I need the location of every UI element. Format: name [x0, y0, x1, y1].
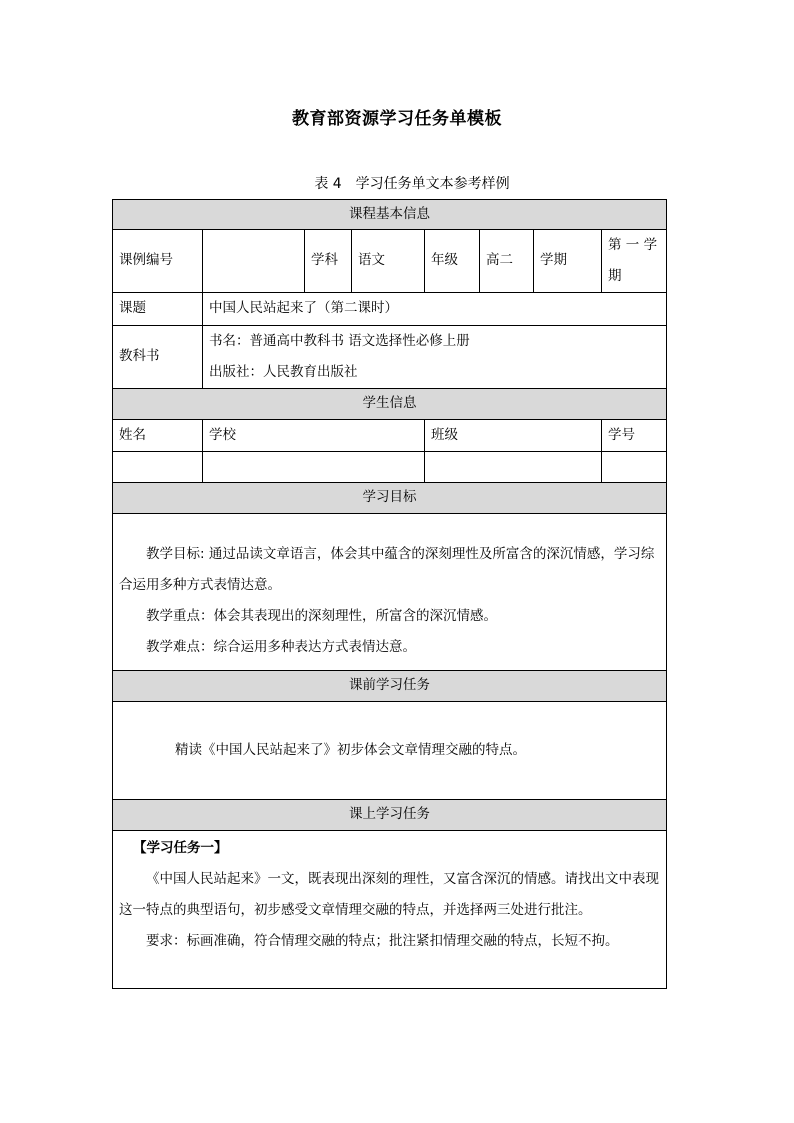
in-class-body-row — [113, 831, 667, 989]
teaching-key-point: 教学重点：体会其表现出的深刻理性，所富含的深沉情感。 — [146, 608, 497, 624]
grade-label: 年级 — [425, 230, 480, 293]
class-label: 班级 — [425, 420, 602, 452]
student-no-field[interactable] — [602, 452, 667, 483]
in-class-body — [113, 831, 667, 989]
document-title: 教育部资源学习任务单模板 — [292, 109, 502, 129]
school-label: 学校 — [203, 420, 425, 452]
case-no-value — [203, 230, 305, 293]
in-class-header-row — [113, 800, 667, 831]
student-info-header: 学生信息 — [113, 389, 667, 420]
objectives-body — [113, 514, 667, 671]
class-field[interactable] — [425, 452, 602, 483]
subject-value: 语文 — [352, 230, 425, 293]
textbook-publisher: 出版社：人民教育出版社 — [209, 364, 358, 380]
teaching-goal: 教学目标: 通过品读文章语言，体会其中蕴含的深刻理性及所富含的深沉情感，学习综合运用多种方式表情达意。 — [119, 546, 655, 593]
topic-value: 中国人民站起来了（第二课时） — [203, 293, 667, 326]
pre-class-header: 课前学习任务 — [113, 671, 667, 702]
table-caption: 表 4 学习任务单文本参考样例 — [314, 176, 510, 192]
pre-class-body — [113, 702, 667, 800]
name-label: 姓名 — [113, 420, 203, 452]
task-one-description: 《中国人民站起来》一文，既表现出深刻的理性，又富含深沉的情感。请找出文中表现这一特点的典型语句，初步感受文章情理交融的特点，并选择两三处进行批注。 — [119, 871, 659, 918]
objectives-header-row — [113, 483, 667, 514]
teaching-difficulty: 教学难点：综合运用多种表达方式表情达意。 — [146, 639, 416, 655]
topic-label: 课题 — [113, 293, 203, 326]
semester-label: 学期 — [534, 230, 602, 293]
task-sheet-table — [112, 199, 667, 989]
task-one-title: 【学习任务一】 — [133, 840, 228, 856]
pre-class-body-row — [113, 702, 667, 800]
textbook-name: 书名：普通高中教科书 语文选择性必修上册 — [209, 333, 470, 349]
semester-value: 第 一 学 期 — [602, 230, 667, 293]
case-no-label: 课例编号 — [113, 230, 203, 293]
course-meta-row — [113, 230, 667, 293]
objectives-body-row — [113, 514, 667, 671]
course-info-header-row — [113, 200, 667, 230]
name-field[interactable] — [113, 452, 203, 483]
pre-class-header-row — [113, 671, 667, 702]
student-info-header-row — [113, 389, 667, 420]
student-label-row — [113, 420, 667, 452]
student-input-row — [113, 452, 667, 483]
subject-label: 学科 — [305, 230, 352, 293]
course-info-header: 课程基本信息 — [113, 200, 667, 230]
school-field[interactable] — [203, 452, 425, 483]
textbook-row — [113, 326, 667, 389]
textbook-value — [203, 326, 667, 389]
grade-value: 高二 — [480, 230, 534, 293]
student-no-label: 学号 — [602, 420, 667, 452]
textbook-label: 教科书 — [113, 326, 203, 389]
objectives-header: 学习目标 — [113, 483, 667, 514]
pre-class-task: 精读《中国人民站起来了》初步体会文章情理交融的特点。 — [175, 742, 526, 758]
topic-row — [113, 293, 667, 326]
task-one-requirement: 要求：标画准确，符合情理交融的特点；批注紧扣情理交融的特点，长短不拘。 — [146, 933, 619, 949]
in-class-header: 课上学习任务 — [113, 800, 667, 831]
